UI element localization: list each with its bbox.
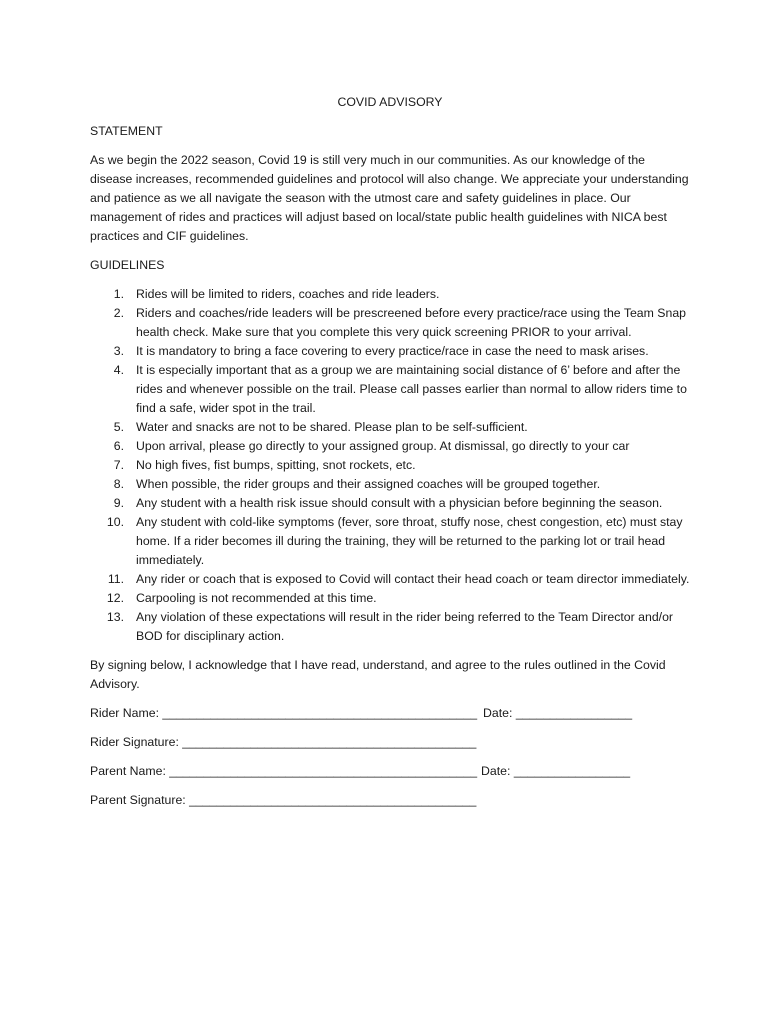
list-item-text: No high fives, fist bumps, spitting, snot rockets, etc. <box>136 458 416 472</box>
list-item <box>90 418 690 437</box>
list-item <box>90 437 690 456</box>
list-item-number: 7. <box>113 458 124 472</box>
list-item <box>90 494 690 513</box>
list-item-number: 8. <box>113 477 124 491</box>
parent-name-field[interactable]: Parent Name: _____________________________________________ <box>90 764 478 778</box>
list-item <box>90 608 690 646</box>
list-item-number: 13. <box>106 610 124 624</box>
parent-name-row <box>90 762 690 781</box>
document-page <box>90 93 690 820</box>
list-item-text: Riders and coaches/ride leaders will be prescreened before every practice/race using the Team Snap health check. Make sure that you complete this very quick screening PRIOR to your arrival. <box>136 306 687 339</box>
list-item <box>90 513 690 570</box>
list-item-text: Any student with cold-like symptoms (fever, sore throat, stuffy nose, chest congestion, etc) must stay home. If a rider becomes ill during the training, they will be returned to the parking lot or trail head immediately. <box>136 515 683 567</box>
list-item-text: When possible, the rider groups and their assigned coaches will be grouped together. <box>136 477 601 491</box>
parent-signature-field[interactable]: Parent Signature: __________________________________________ <box>90 793 477 807</box>
list-item-number: 2. <box>113 306 124 320</box>
list-item <box>90 304 690 342</box>
list-item-text: Any student with a health risk issue should consult with a physician before beginning the season. <box>136 496 663 510</box>
list-item-number: 10. <box>106 515 124 529</box>
list-item <box>90 475 690 494</box>
parent-date-field[interactable]: Date: _________________ <box>481 764 631 778</box>
list-item-number: 3. <box>113 344 124 358</box>
list-item <box>90 285 690 304</box>
list-item-text: Rides will be limited to riders, coaches and ride leaders. <box>136 287 440 301</box>
list-item-text: It is especially important that as a group we are maintaining social distance of 6’ before and after the rides and whenever possible on the trail. Please call passes earlier than normal to allow riders time to find a safe, wider spot in the trail. <box>136 363 687 415</box>
list-item <box>90 570 690 589</box>
list-item-number: 12. <box>106 591 124 605</box>
list-item-number: 4. <box>113 363 124 377</box>
statement-heading: STATEMENT <box>90 124 163 138</box>
guidelines-heading: GUIDELINES <box>90 258 165 272</box>
list-item-number: 9. <box>113 496 124 510</box>
list-item-text: Any rider or coach that is exposed to Covid will contact their head coach or team director immediately. <box>136 572 690 586</box>
rider-name-field[interactable]: Rider Name: ______________________________________________ <box>90 706 478 720</box>
list-item <box>90 456 690 475</box>
list-item <box>90 342 690 361</box>
rider-name-row <box>90 704 690 723</box>
rider-signature-field[interactable]: Rider Signature: ___________________________________________ <box>90 735 477 749</box>
document-title: COVID ADVISORY <box>337 95 443 109</box>
list-item <box>90 589 690 608</box>
list-item-number: 6. <box>113 439 124 453</box>
list-item-text: Water and snacks are not to be shared. Please plan to be self-sufficient. <box>136 420 528 434</box>
list-item <box>90 361 690 418</box>
rider-date-field[interactable]: Date: _________________ <box>483 706 633 720</box>
statement-paragraph: As we begin the 2022 season, Covid 19 is still very much in our communities. As our knowledge of the disease increases, recommended guidelines and protocol will also change. We appreciate your understanding and patience as we all navigate the season with the utmost care and safety guidelines in place. Our management of rides and practices will adjust based on local/state public health guidelines with NICA best practices and CIF guidelines. <box>90 153 689 243</box>
list-item-number: 5. <box>113 420 124 434</box>
list-item-number: 11. <box>107 572 124 586</box>
parent-signature-row <box>90 791 690 810</box>
list-item-text: Upon arrival, please go directly to your assigned group. At dismissal, go directly to your car <box>136 439 630 453</box>
list-item-text: Carpooling is not recommended at this time. <box>136 591 377 605</box>
acknowledgement-paragraph: By signing below, I acknowledge that I have read, understand, and agree to the rules outlined in the Covid Advisory. <box>90 658 666 691</box>
rider-signature-row <box>90 733 690 752</box>
list-item-number: 1. <box>113 287 124 301</box>
list-item-text: It is mandatory to bring a face covering to every practice/race in case the need to mask arises. <box>136 344 649 358</box>
list-item-text: Any violation of these expectations will result in the rider being referred to the Team Director and/or BOD for disciplinary action. <box>136 610 674 643</box>
guidelines-list <box>90 285 690 646</box>
